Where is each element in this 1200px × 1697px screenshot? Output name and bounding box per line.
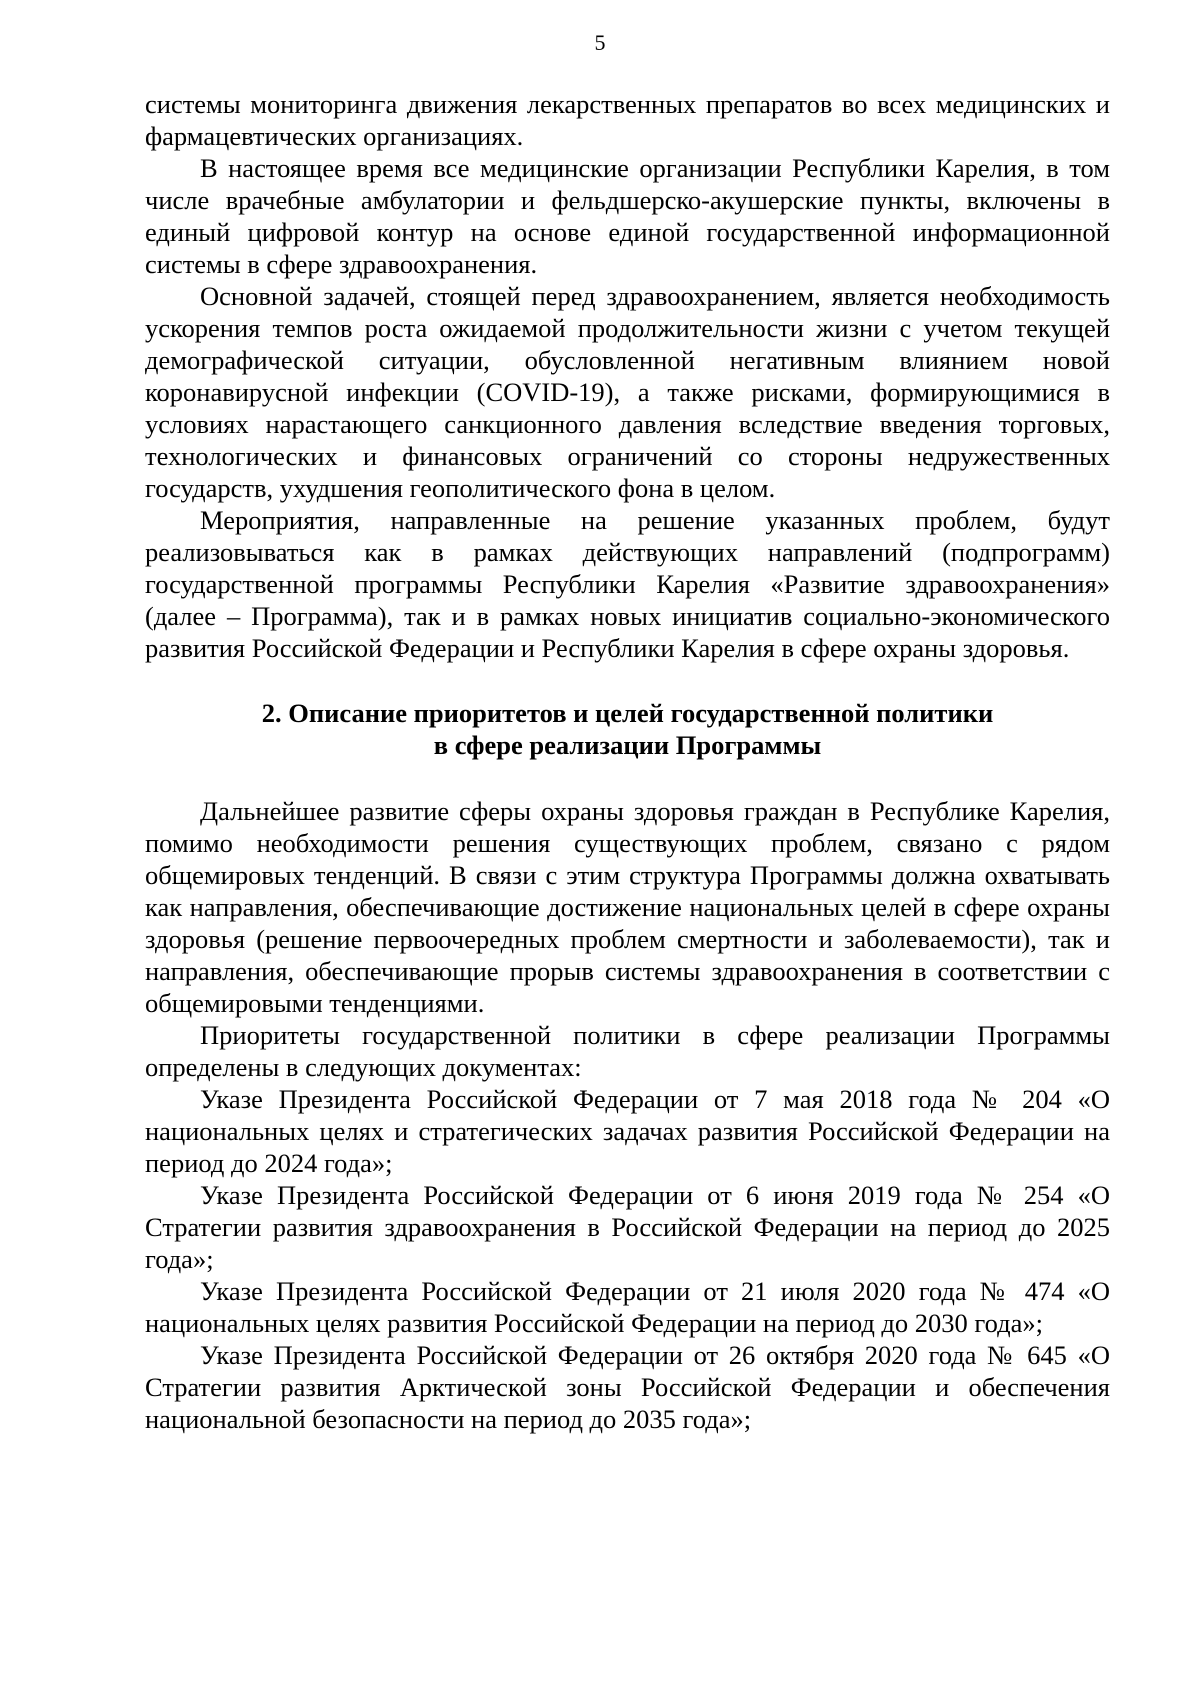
paragraph-decree-645: Указе Президента Российской Федерации от 26 октября 2020 года № 645 «О Стратегии развития Арктической зоны Российской Федерации и обеспечения национальной безопасности на период до 2035 года»; [145,1340,1110,1434]
section-heading [145,697,1110,761]
paragraph-measures: Мероприятия, направленные на решение указанных проблем, будут реализовываться как в рамках действующих направлений (подпрограмм) государственной программы Республики Карелия «Развитие здравоохранения» (далее – Программа), так и в рамках новых инициатив социально-экономического развития Российской Федерации и Республики Карелия в сфере охраны здоровья. [145,505,1110,663]
document-body [145,88,1110,1435]
paragraph-decree-474: Указе Президента Российской Федерации от 21 июля 2020 года № 474 «О национальных целях развития Российской Федерации на период до 2030 года»; [145,1276,1110,1338]
paragraph-development: Дальнейшее развитие сферы охраны здоровья граждан в Республике Карелия, помимо необходимости решения существующих проблем, связано с рядом общемировых тенденций. В связи с этим структура Программы должна охватывать как направления, обеспечивающие достижение национальных целей в сфере охраны здоровья (решение первоочередных проблем смертности и заболеваемости), так и направления, обеспечивающие прорыв системы здравоохранения в соответствии с общемировыми тенденциями. [145,796,1110,1018]
paragraph-continuation: системы мониторинга движения лекарственных препаратов во всех медицинских и фармацевтических организациях. [145,89,1110,151]
paragraph-decree-204: Указе Президента Российской Федерации от 7 мая 2018 года № 204 «О национальных целях и стратегических задачах развития Российской Федерации на период до 2024 года»; [145,1084,1110,1178]
section-heading-line-2: в сфере реализации Программы [433,730,822,760]
paragraph-main-task: Основной задачей, стоящей перед здравоохранением, является необходимость ускорения темпов роста ожидаемой продолжительности жизни с учетом текущей демографической ситуации, обусловленной негативным влиянием новой коронавирусной инфекции (COVID-19), а также рисками, формирующимися в условиях нарастающего санкционного давления вследствие введения торговых, технологических и финансовых ограничений со стороны недружественных государств, ухудшения геополитического фона в целом. [145,281,1110,503]
paragraph-priorities: Приоритеты государственной политики в сфере реализации Программы определены в следующих документах: [145,1020,1110,1082]
page-number: 5 [594,30,606,55]
section-heading-line-1: 2. Описание приоритетов и целей государственной политики [261,698,994,728]
paragraph-digital-contour: В настоящее время все медицинские организации Республики Карелия, в том числе врачебные амбулатории и фельдшерско-акушерские пункты, включены в единый цифровой контур на основе единой государственной информационной системы в сфере здравоохранения. [145,153,1110,279]
paragraph-decree-254: Указе Президента Российской Федерации от 6 июня 2019 года № 254 «О Стратегии развития здравоохранения в Российской Федерации на период до 2025 года»; [145,1180,1110,1274]
